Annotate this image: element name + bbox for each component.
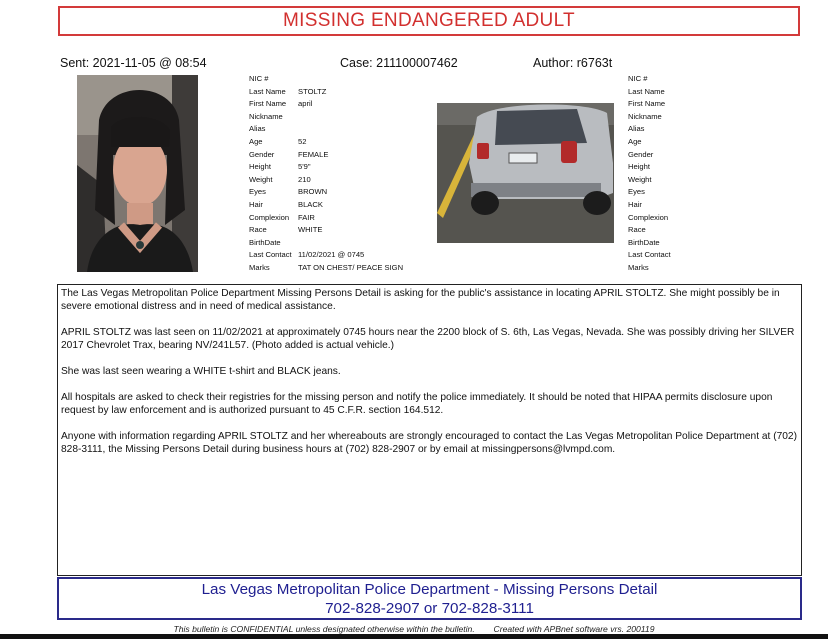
field-label: Height [628, 162, 650, 172]
field-row [249, 98, 403, 111]
field-value: BLACK [298, 199, 323, 209]
field-label: Nickname [628, 111, 662, 121]
field-row [249, 86, 403, 99]
confidential-text: This bulletin is CONFIDENTIAL unless designated otherwise within the bulletin. [173, 624, 475, 634]
field-row [628, 149, 671, 162]
field-label: Marks [249, 262, 270, 272]
field-label: Marks [628, 262, 649, 272]
field-label: First Name [628, 99, 666, 109]
field-label: Gender [249, 149, 275, 159]
field-label: NIC # [249, 74, 269, 83]
narrative-paragraph: Anyone with information regarding APRIL STOLTZ and her whereabouts are strongly encouraged to contact the Las Vegas Metropolitan Police Department at (702) 828-3111, the Missing Persons Detail during business hours at (702) 828-2907 or by email at missingpersons@lvmpd.com. [61, 431, 797, 455]
case-number: Case: 211100007462 [340, 56, 458, 70]
field-label: Complexion [249, 212, 290, 222]
field-row [249, 212, 403, 225]
field-label: First Name [249, 99, 287, 109]
field-row [628, 249, 671, 262]
narrative-paragraph: The Las Vegas Metropolitan Police Department Missing Persons Detail is asking for the public's assistance in locating APRIL STOLTZ. She might possibly be in severe emotional distress and in need of medical assistance. [61, 288, 780, 312]
field-label: Alias [249, 124, 266, 134]
field-label: Age [628, 136, 642, 146]
field-label: Race [628, 225, 646, 235]
field-row [628, 174, 671, 187]
field-row [628, 73, 671, 86]
field-row [249, 237, 403, 250]
field-row [628, 212, 671, 225]
field-row [249, 262, 403, 275]
narrative-paragraph: All hospitals are asked to check their registries for the missing person and notify the police immediately. It should be noted that HIPAA permits disclosure upon request by law enforcement and is authorized pursuant to 45 C.F.R. section 164.512. [61, 392, 773, 416]
field-value: FEMALE [298, 149, 329, 159]
field-label: Alias [628, 124, 645, 134]
contact-phones: 702-828-2907 or 702-828-3111 [325, 600, 534, 617]
field-label: Nickname [249, 111, 283, 121]
field-row [249, 111, 403, 124]
bulletin-title-box [58, 6, 800, 36]
field-value: FAIR [298, 212, 315, 222]
author: Author: r6763t [533, 56, 613, 70]
field-value: 5'9" [298, 162, 311, 172]
field-label: Last Contact [249, 250, 292, 260]
field-row [628, 123, 671, 136]
field-label: Eyes [628, 187, 645, 197]
field-label: BirthDate [249, 237, 281, 247]
field-row [249, 73, 403, 86]
field-label: NIC # [628, 74, 648, 83]
bulletin-title: MISSING ENDANGERED ADULT [283, 10, 575, 31]
field-row [628, 161, 671, 174]
field-value: TAT ON CHEST/ PEACE SIGN [298, 262, 404, 272]
field-value: 52 [298, 136, 307, 146]
field-row [249, 161, 403, 174]
contact-footer [57, 577, 802, 620]
field-value: april [298, 99, 313, 109]
software-credit: Created with APBnet software vrs. 200119 [493, 624, 655, 634]
field-label: Weight [628, 174, 652, 184]
field-label: BirthDate [628, 237, 660, 247]
field-label: Gender [628, 149, 654, 159]
confidentiality-notice [0, 624, 828, 634]
field-label: Last Contact [628, 250, 671, 260]
field-row [249, 199, 403, 212]
field-row [249, 224, 403, 237]
field-label: Hair [249, 199, 263, 209]
field-value: WHITE [298, 225, 323, 235]
bottom-edge-bar [0, 634, 828, 639]
narrative-paragraph: She was last seen wearing a WHITE t-shirt and BLACK jeans. [61, 366, 341, 377]
field-label: Race [249, 225, 267, 235]
field-row [628, 262, 671, 275]
vehicle-photo [437, 103, 614, 243]
field-row [628, 86, 671, 99]
field-row [249, 174, 403, 187]
field-row [628, 199, 671, 212]
department-name: Las Vegas Metropolitan Police Department - Missing Persons Detail [201, 581, 658, 598]
field-value: BROWN [298, 187, 328, 197]
field-label: Hair [628, 199, 642, 209]
field-row [249, 149, 403, 162]
field-label: Height [249, 162, 271, 172]
field-value: STOLTZ [298, 86, 327, 96]
field-value: 210 [298, 174, 311, 184]
subject-details [249, 73, 403, 275]
field-value: 11/02/2021 @ 0745 [298, 250, 365, 260]
narrative-paragraph: APRIL STOLTZ was last seen on 11/02/2021 at approximately 0745 hours near the 2200 block of S. 6th, Las Vegas, Nevada. She was possibly driving her SILVER 2017 Chevrolet Trax, bearing NV/241L57. (Photo added is actual vehicle.) [61, 327, 795, 351]
field-row [628, 237, 671, 250]
field-row [628, 98, 671, 111]
field-row [628, 136, 671, 149]
field-row [628, 111, 671, 124]
field-row [249, 136, 403, 149]
subject-photo [77, 75, 198, 272]
narrative-box [57, 284, 802, 576]
field-row [249, 249, 403, 262]
vehicle-details [628, 73, 671, 275]
field-label: Last Name [249, 86, 286, 96]
field-label: Last Name [628, 86, 665, 96]
field-label: Eyes [249, 187, 266, 197]
field-row [628, 224, 671, 237]
sent-date: Sent: 2021-11-05 @ 08:54 [60, 56, 207, 70]
field-row [249, 186, 403, 199]
field-row [249, 123, 403, 136]
field-label: Weight [249, 174, 273, 184]
field-label: Complexion [628, 212, 669, 222]
field-row [628, 186, 671, 199]
field-label: Age [249, 136, 263, 146]
